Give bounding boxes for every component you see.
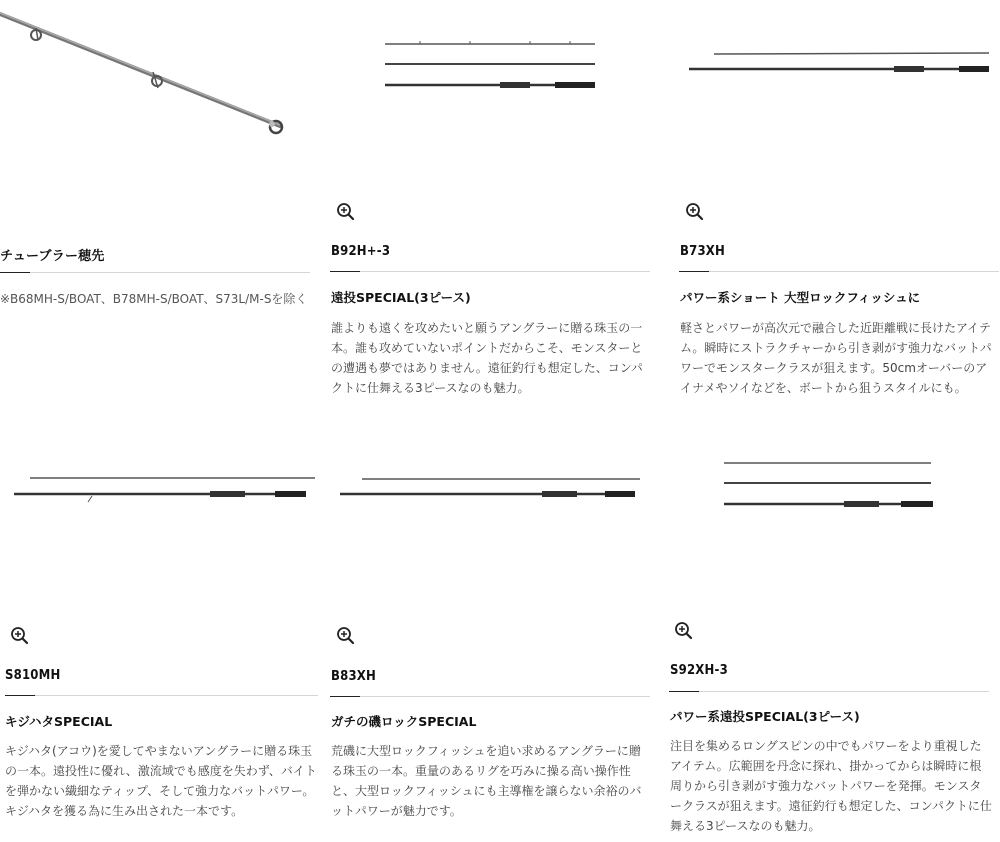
product-code: チューブラー穂先 <box>0 249 105 264</box>
product-description: キジハタ(アコウ)を愛してやまないアングラーに贈る珠玉の一本。遠投性に優れ、激流域でも感度を失わず、バイトを弾かない繊細なティップ、そして強力なバットパワー。キジハタを獲る為に生み出された一本です。 <box>5 744 317 818</box>
product-card-b83xh <box>330 440 650 840</box>
product-subtitle: パワー系遠投SPECIAL(3ピース) <box>670 709 860 724</box>
product-description: 軽さとパワーが高次元で融合した近距離戦に長けたアイテム。瞬時にストラクチャーから引き剥がす強力なバットパワーでモンスタークラスが狙えます。50cmオーバーのアイナメやソイなどを、ボートから狙うスタイルにも。 <box>680 321 992 395</box>
zoom-in-icon[interactable] <box>336 202 356 222</box>
product-description: 荒磯に大型ロックフィッシュを追い求めるアングラーに贈る珠玉の一本。重量のあるリグを巧みに操る高い操作性と、大型ロックフィッシュにも主導権を譲らない余裕のバットパワーが魅力です。 <box>331 744 642 818</box>
zoom-in-icon[interactable] <box>685 202 705 222</box>
product-note: ※B68MH-S/BOAT、B78MH-S/BOAT、S73L/M-Sを除く <box>0 292 308 306</box>
tubular-tip-image[interactable] <box>0 0 320 150</box>
divider <box>0 272 310 273</box>
product-subtitle: 遠投SPECIAL(3ピース) <box>331 290 471 305</box>
zoom-in-icon[interactable] <box>336 626 356 646</box>
zoom-in-icon[interactable] <box>674 621 694 641</box>
divider <box>330 271 650 272</box>
divider-accent <box>679 271 709 272</box>
product-subtitle: キジハタSPECIAL <box>5 714 113 729</box>
product-code: B73XH <box>680 244 725 259</box>
product-code: S810MH <box>5 668 61 683</box>
rod-image[interactable] <box>330 0 650 120</box>
product-description: 注目を集めるロングスピンの中でもパワーをより重視したアイテム。広範囲を丹念に探れ、掛かってからは瞬時に根周りから引き剥がす強力なバットパワーを発揮。モンスタークラスが狙えます。遠征釣行も想定した、コンパクトに仕舞える3ピースなのも魅力。 <box>670 739 992 833</box>
rod-image[interactable] <box>330 440 650 530</box>
product-code: S92XH-3 <box>670 663 728 678</box>
divider-accent <box>0 272 30 273</box>
divider <box>330 696 650 697</box>
rod-image[interactable] <box>0 440 320 530</box>
divider-accent <box>5 695 35 696</box>
zoom-in-icon[interactable] <box>10 626 30 646</box>
product-card-b92h-3 <box>330 0 650 420</box>
product-code: B83XH <box>331 669 376 684</box>
divider-accent <box>330 696 360 697</box>
product-description: 誰よりも遠くを攻めたいと願うアングラーに贈る珠玉の一本。誰も攻めていないポイントだからこそ、モンスターとの遭遇も夢ではありません。遠征釣行も想定した、コンパクトに仕舞える3ピースなのも魅力。 <box>331 321 643 395</box>
divider <box>669 691 989 692</box>
product-code: B92H+-3 <box>331 244 391 259</box>
product-subtitle: ガチの磯ロックSPECIAL <box>331 714 477 729</box>
product-card-s810mh <box>0 440 320 840</box>
product-subtitle: パワー系ショート 大型ロックフィッシュに <box>680 290 921 305</box>
divider-accent <box>669 691 699 692</box>
product-card-s92xh-3 <box>669 440 1000 840</box>
divider-accent <box>330 271 360 272</box>
product-card-b73xh <box>679 0 1000 420</box>
divider <box>5 695 318 696</box>
rod-image[interactable] <box>679 0 1000 120</box>
rod-image[interactable] <box>669 440 1000 530</box>
divider <box>679 271 999 272</box>
product-card-tubular-tip <box>0 0 320 320</box>
